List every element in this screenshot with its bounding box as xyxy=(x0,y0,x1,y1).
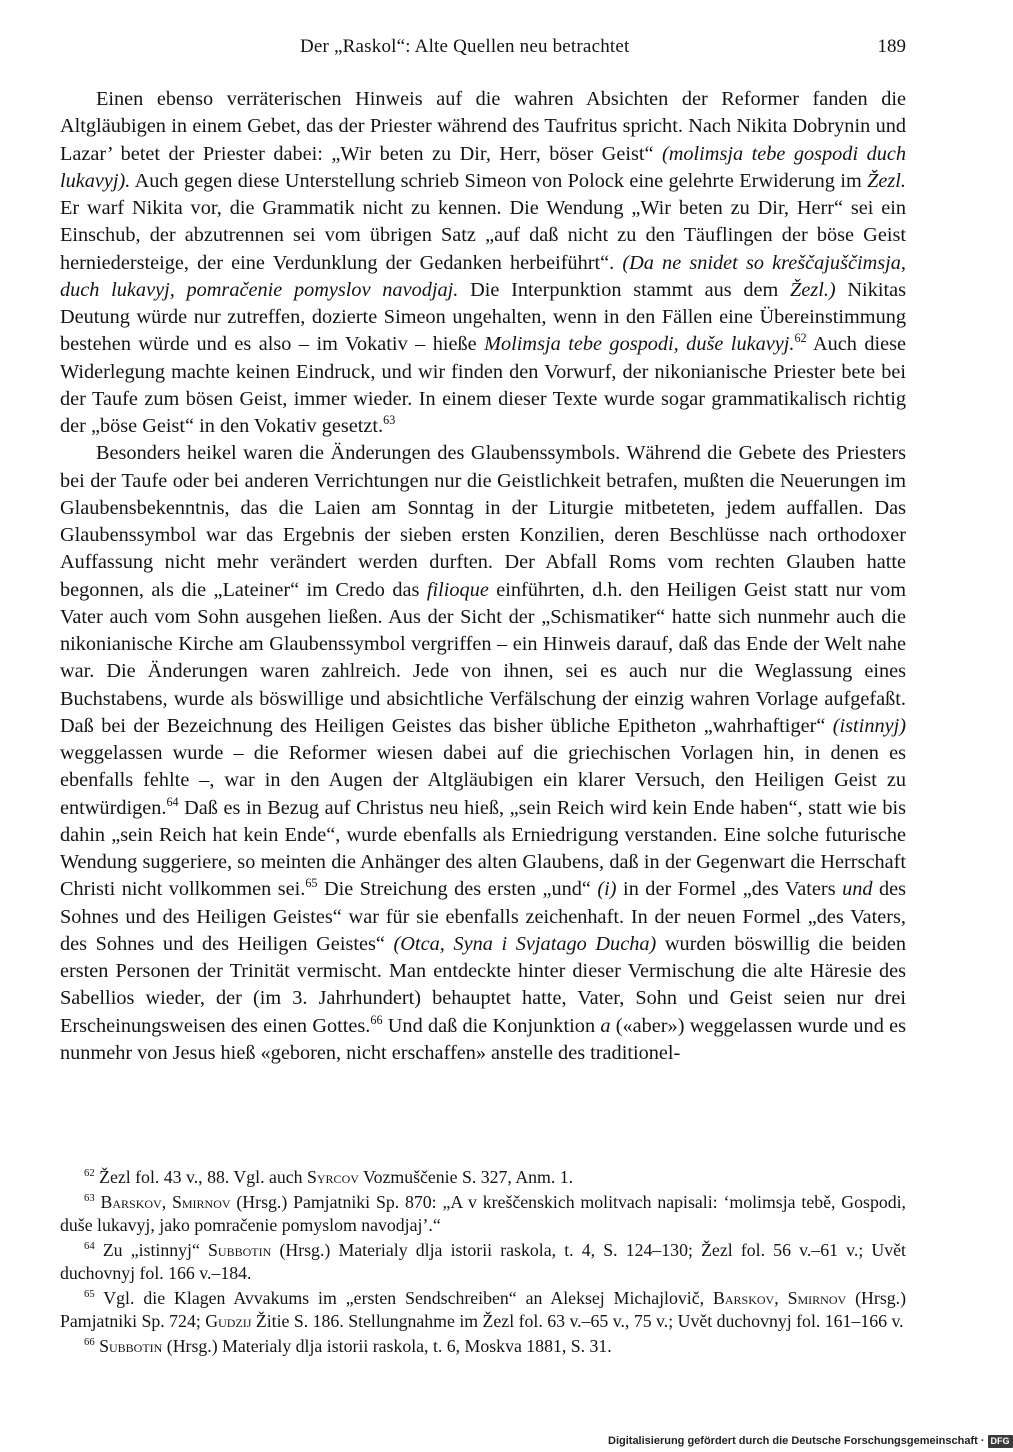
footnote-marker: 63 xyxy=(84,1192,95,1205)
footnote-marker: 65 xyxy=(84,1288,95,1301)
text-run: wurden böswillig die beiden ersten Personen der Trinität vermischt. Man entdeckte hinter dieser Vermischung die alte Häresie des Sabellios wieder, der (im 3. Jahrhundert) behauptet hatte, Vater, Sohn und Geist seien nur drei Erscheinungsweisen des einen Gottes. xyxy=(60,932,906,1037)
author-name: Barskov, Smirnov xyxy=(713,1288,847,1308)
footnote xyxy=(60,1335,906,1358)
italic-text: Molimsja tebe gospodi, duše lukavyj. xyxy=(484,333,795,356)
italic-text: Žezl.) xyxy=(790,278,836,301)
text-run: («aber») weggelassen wurde und es nunmehr von Jesus hieß «geboren, nicht erschaffen» anstelle des traditionel- xyxy=(60,1014,906,1064)
italic-text: a xyxy=(600,1014,611,1037)
text-run: Die Interpunktion stammt aus dem xyxy=(458,278,791,301)
text-run: Žitie S. 186. Stellungnahme im Žezl fol. 63 v.–65 v., 75 v.; Uvět duchovnyj fol. 161–166 v. xyxy=(251,1311,904,1331)
dfg-logo: DFG xyxy=(988,1435,1013,1448)
text-run: Vozmuščenie S. 327, Anm. 1. xyxy=(358,1167,574,1187)
footnote-marker: 66 xyxy=(84,1336,95,1349)
text-run: Nikitas Deutung würde nur zutreffen, dozierte Simeon ungehalten, wenn in den Fällen eine Übereinstimmung bestehen würde und es also – im Vokativ – hieße xyxy=(60,278,906,356)
text-run: Auch diese Widerlegung machte keinen Eindruck, und wir finden den Vorwurf, der nikonianische Priester bete bei der Taufe zum bösen Geist, immer wieder. In einem dieser Texte wurde sogar grammatikalisch richtig der „böse Geist“ in den Vokativ gesetzt. xyxy=(60,333,906,437)
text-run: (Hrsg.) Materialy dlja istorii raskola, t. 4, S. 124–130; Žezl fol. 56 v.–61 v.; Uvět duchovnyj fol. 166 v.–184. xyxy=(60,1240,906,1283)
author-name: Gudzij xyxy=(205,1311,252,1331)
text-run: (Hrsg.) Pamjatniki Sp. 870: „A v kreščenskich molitvach napisali: ‘molimsja tebě, Gospodi, duše lukavyj, jako pomračenie pomyslom navodjaj’.“ xyxy=(60,1192,906,1235)
italic-text: (Otca, Syna i Svjatago Ducha) xyxy=(393,932,657,955)
text-run: Zu „istinnyj“ xyxy=(94,1240,209,1260)
text-run: Žezl fol. 43 v., 88. Vgl. auch xyxy=(94,1167,307,1187)
author-name: Subbotin xyxy=(208,1240,272,1260)
main-text xyxy=(60,86,906,1067)
italic-text: (Da ne snidet so kreščajuščimsja, duch lukavyj, pomračenie pomyslov navodjaj. xyxy=(60,251,906,301)
text-run: Einen ebenso verräterischen Hinweis auf die wahren Absichten der Reformer fanden die Altgläubigen in einem Gebet, das der Priester während des Taufritus spricht. Nach Nikita Dobrynin und Lazar’ betet der Priester dabei: „Wir beten zu Dir, Herr, böser Geist“ xyxy=(60,88,906,165)
text-run: (Hrsg.) Materialy dlja istorii raskola, t. 6, Moskva 1881, S. 31. xyxy=(162,1336,612,1356)
text-run: Und daß die Konjunktion xyxy=(382,1014,601,1037)
text-run: weggelassen wurde – die Reformer wiesen dabei auf die griechischen Vorlagen hin, in denen es ebenfalls fehlte –, war in den Augen der Altgläubigen ein klarer Versuch, den Heiligen Geist zu entwürdigen. xyxy=(60,742,906,819)
italic-text: filioque xyxy=(426,578,489,601)
running-header xyxy=(300,30,906,64)
text-run: Auch gegen diese Unterstellung schrieb Simeon von Polock eine gelehrte Erwiderung im xyxy=(130,169,868,192)
italic-text: Žezl. xyxy=(867,169,906,192)
text-run: des Sohnes und des Heiligen Geistes“ war für sie ebenfalls zeichenhaft. In der neuen Formel „des Vaters, des Sohnes und des Heiligen Geistes“ xyxy=(60,878,906,955)
footnote xyxy=(60,1239,906,1285)
footnote-marker: 62 xyxy=(84,1167,95,1180)
italic-text: (istinnyj) xyxy=(832,714,906,737)
footnote xyxy=(60,1166,906,1189)
footnote-marker: 62 xyxy=(794,331,807,346)
footnote-marker: 66 xyxy=(370,1012,383,1027)
author-name: Barskov, Smirnov xyxy=(100,1192,231,1212)
footnote-marker: 64 xyxy=(84,1240,95,1253)
text-run: Vgl. die Klagen Avvakums im „ersten Sendschreiben“ an Aleksej Michajlovič, xyxy=(94,1288,713,1308)
text-run: in der Formel „des Vaters xyxy=(616,878,843,901)
text-run: Daß es in Bezug auf Christus neu hieß, „sein Reich wird kein Ende haben“, statt wie bis dahin „sein Reich hat kein Ende“, wurde ebenfalls als Erniedrigung verstanden. Eine solche futurische Wendung suggeriere, so meinten die Anhänger des alten Glaubens, daß in der Gegenwart die Herrschaft Christi nicht vollkommen sei. xyxy=(60,796,906,901)
author-name: Syrcov xyxy=(307,1167,359,1187)
footnotes xyxy=(60,1166,906,1360)
footnote xyxy=(60,1191,906,1237)
footnote xyxy=(60,1287,906,1333)
digitization-footer xyxy=(608,1433,1013,1449)
italic-text: (i) xyxy=(597,878,617,901)
italic-text: und xyxy=(842,878,873,901)
text-run: Die Streichung des ersten „und“ xyxy=(317,878,598,901)
footer-text: Digitalisierung gefördert durch die Deutsche Forschungsgemeinschaft · xyxy=(608,1435,985,1447)
author-name: Subbotin xyxy=(99,1336,163,1356)
text-run: (Hrsg.) Pamjatniki Sp. 724; xyxy=(60,1288,906,1331)
text-run: einführten, d.h. den Heiligen Geist statt nur vom Vater auch vom Sohn ausgehen ließen. Aus der Sicht der „Schismatiker“ hatte sich nunmehr auch die nikonianische Kirche am Glaubenssymbol vergriffen – ein Hinweis darauf, daß das Ende der Welt nahe war. Die Änderungen waren zahlreich. Jede von ihnen, sei es auch nur die Weglassung eines Buchstabens, wurde als böswillige und absichtliche Verfälschung der einzig wahren Vorlage aufgefaßt. Daß bei der Bezeichnung des Heiligen Geistes das bisher übliche Epitheton „wahrhaftiger“ xyxy=(60,578,907,737)
page-number: 189 xyxy=(877,36,906,57)
body-paragraph xyxy=(60,440,906,1067)
text-run: Besonders heikel waren die Änderungen des Glaubenssymbols. Während die Gebete des Priesters bei der Taufe oder bei anderen Verrichtungen nur die Geistlichkeit betrafen, mußten die Neuerungen im Glaubensbekenntnis, das die Laien am Sonntag in der Liturgie mitbeteten, jedem auffallen. Das Glaubenssymbol war das Ergebnis der sieben ersten Konzilien, deren Beschlüsse nach orthodoxer Auffassung nicht mehr verändert werden durften. Der Abfall Roms vom rechten Glauben hatte begonnen, als die „Lateiner“ im Credo das xyxy=(60,442,906,601)
body-paragraph xyxy=(60,86,906,440)
footnote-marker: 64 xyxy=(166,794,179,809)
footnote-marker: 63 xyxy=(383,413,396,428)
running-title: Der „Raskol“: Alte Quellen neu betrachtet xyxy=(300,36,630,57)
footnote-marker: 65 xyxy=(305,876,318,891)
italic-text: (molimsja tebe gospodi duch lukavyj). xyxy=(60,142,906,192)
text-run: Er warf Nikita vor, die Grammatik nicht zu kennen. Die Wendung „Wir beten zu Dir, Herr“ sei ein Einschub, der abzutrennen sei vom übrigen Satz „auf daß nicht zu den Täuflingen der böse Geist herniedersteige, der eine Verdunklung der Gedanken herbeiführt“. xyxy=(60,197,906,274)
